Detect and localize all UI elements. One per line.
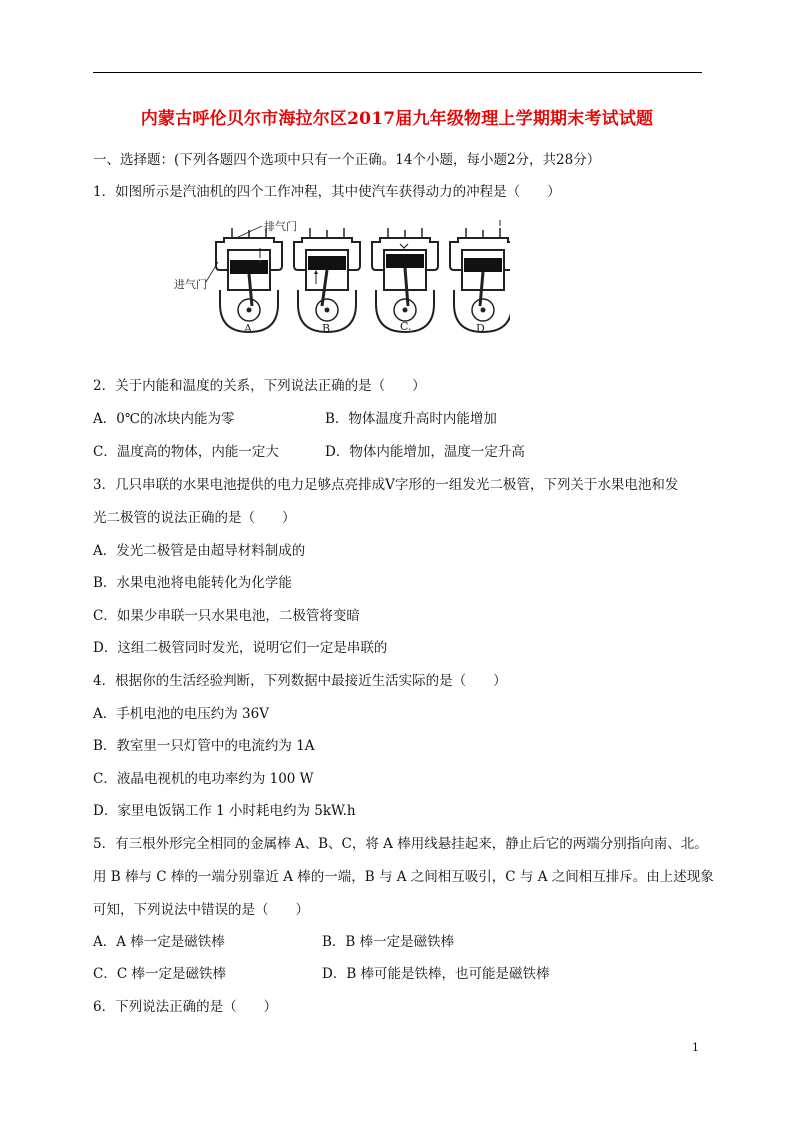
question-5-line-2: 用 B 棒与 C 棒的一端分别靠近 A 棒的一端，B 与 A 之间相互吸引，C 与 A 之间相互排斥。由上述现象 [93,869,714,885]
q5-option-b: B．B 棒一定是磁铁棒 [322,934,455,950]
q2-option-b: B．物体温度升高时内能增加 [325,411,497,427]
question-5-line-3: 可知，下列说法中错误的是（ ） [93,902,309,918]
q5-option-d: D．B 棒可能是铁棒，也可能是磁铁棒 [322,966,550,982]
engine-strokes-diagram [170,212,510,344]
question-5-line-1: 5．有三根外形完全相同的金属棒 A、B、C，将 A 棒用线悬挂起来，静止后它的两端分别指向南、北。 [93,836,708,852]
q3-option-d: D．这组二极管同时发光，说明它们一定是串联的 [93,640,388,656]
q3-option-a: A．发光二极管是由超导材料制成的 [93,543,306,559]
q3-option-b: B．水果电池将电能转化为化学能 [93,575,292,591]
q3-option-c: C．如果少串联一只水果电池，二极管将变暗 [93,608,360,624]
q4-option-a: A．手机电池的电压约为 36V [93,706,269,722]
q5-option-c: C．C 棒一定是磁铁棒 [93,966,226,982]
page-number: 1 [692,1041,699,1054]
question-4: 4．根据你的生活经验判断，下列数据中最接近生活实际的是（ ） [93,673,507,689]
question-1: 1．如图所示是汽油机的四个工作冲程，其中使汽车获得动力的冲程是（ ） [93,184,561,200]
figure-label-d: D. [476,322,488,335]
question-2: 2．关于内能和温度的关系，下列说法正确的是（ ） [93,378,426,394]
figure-label-c: C. [400,320,412,333]
question-6: 6．下列说法正确的是（ ） [93,999,278,1015]
q2-option-d: D．物体内能增加，温度一定升高 [325,444,525,460]
question-3-line-2: 光二极管的说法正确的是（ ） [93,510,296,526]
q4-option-d: D．家里电饭锅工作 1 小时耗电约为 5kW.h [93,803,356,819]
engine-c [372,228,438,332]
question-3-line-1: 3．几只串联的水果电池提供的电力足够点亮排成V字形的一组发光二极管，下列关于水果电池和发 [93,477,679,493]
q2-option-a: A．0℃的冰块内能为零 [93,411,235,427]
exhaust-valve-label: 排气门 [264,220,297,233]
engine-b [294,228,360,332]
q4-option-b: B．教室里一只灯管中的电流约为 1A [93,738,315,754]
figure-label-a: A. [244,322,256,335]
figure-label-b: B. [322,322,334,335]
engine-d [450,220,510,332]
section-heading: 一、选择题：(下列各题四个选项中只有一个正确。14个小题，每小题2分，共28分） [93,152,601,168]
q5-option-a: A．A 棒一定是磁铁棒 [93,934,225,950]
q4-option-c: C．液晶电视机的电功率约为 100 W [93,771,314,787]
engine-a [216,228,282,332]
header-rule [93,72,702,73]
engine-strokes-figure [170,212,510,344]
q2-option-c: C．温度高的物体，内能一定大 [93,444,279,460]
page-title: 内蒙古呼伦贝尔市海拉尔区2017届九年级物理上学期期末考试试题 [140,109,654,129]
intake-valve-label: 进气门 [174,278,207,291]
